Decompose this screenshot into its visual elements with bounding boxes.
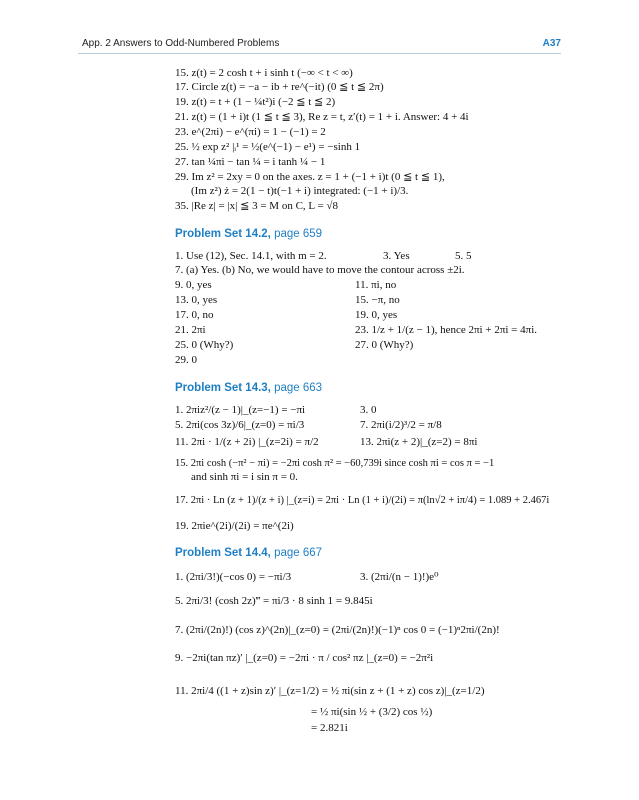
answer-19: 19. 2πie^(2i)/(2i) = πe^(2i) (175, 520, 294, 532)
answer-9: 9. 0, yes (175, 279, 212, 291)
answer-3: 3. 0 (360, 404, 377, 416)
page-number: A37 (542, 38, 561, 49)
answer-15: 15. z(t) = 2 cosh t + i sinh t (−∞ < t < ∞) (175, 67, 353, 79)
answer-5: 5. 2πi(cos 3z)/6|_(z=0) = πi/3 (175, 419, 305, 431)
answer-11-result: = 2.821i (311, 722, 348, 734)
answer-11: 11. πi, no (355, 279, 397, 291)
answer-17: 17. 2πi · Ln (z + 1)/(z + i) |_(z=i) = 2πi · Ln (1 + i)/(2i) = π(ln√2 + iπ/4) = 1.089 + 2.467i (175, 495, 550, 506)
answer-5: 5. 2πi/3! (cosh 2z)‴ = πi/3 · 8 sinh 1 = 9.845i (175, 595, 373, 607)
answer-29: 29. Im z² = 2xy = 0 on the axes. z = 1 + (−1 + i)t (0 ≦ t ≦ 1), (175, 171, 445, 183)
answer-3: 3. (2πi/(n − 1)!)e⁰ (360, 571, 439, 583)
section-page: page 667 (274, 547, 323, 559)
answer-27: 27. tan ¼πi − tan ¼ = i tanh ¼ − 1 (175, 156, 326, 168)
answer-29: 29. 0 (175, 354, 197, 366)
answer-15: 15. −π, no (355, 294, 400, 306)
answer-7: 7. (a) Yes. (b) No, we would have to move the contour across ±2i. (175, 264, 465, 276)
answer-1: 1. Use (12), Sec. 14.1, with m = 2. (175, 250, 327, 262)
answer-7: 7. (2πi/(2n)!) (cos z)^(2n)|_(z=0) = (2πi/(2n)!)(−1)ⁿ cos 0 = (−1)ⁿ2πi/(2n)! (175, 624, 500, 636)
answer-11: 11. 2πi · 1/(z + 2i) |_(z=2i) = π/2 (175, 436, 319, 448)
answer-21: 21. 2πi (175, 324, 206, 336)
answer-23: 23. e^(2πi) − e^(πi) = 1 − (−1) = 2 (175, 126, 326, 138)
answer-35: 35. |Re z| = |x| ≦ 3 = M on C, L = √8 (175, 200, 338, 212)
answer-17: 17. Circle z(t) = −a − ib + re^(−it) (0 ≦ t ≦ 2π) (175, 81, 384, 93)
answer-25: 25. 0 (Why?) (175, 339, 234, 351)
answer-27: 27. 0 (Why?) (355, 339, 414, 351)
section-heading-14-4 (175, 547, 322, 559)
answer-29-cont: (Im z²) ż = 2(1 − t)t(−1 + i) integrated: (−1 + i)/3. (191, 185, 409, 197)
answer-21: 21. z(t) = (1 + i)t (1 ≦ t ≦ 3), Re z = t, z′(t) = 1 + i. Answer: 4 + 4i (175, 111, 469, 123)
answer-11: 11. 2πi/4 ((1 + z)sin z)′ |_(z=1/2) = ½ πi(sin z + (1 + z) cos z)|_(z=1/2) (175, 685, 485, 697)
section-page: page 659 (274, 228, 323, 240)
section-title: Problem Set 14.3, (175, 382, 271, 394)
answer-13: 13. 2πi(z + 2)|_(z=2) = 8πi (360, 436, 478, 448)
answer-3: 3. Yes (383, 250, 410, 262)
section-title: Problem Set 14.2, (175, 228, 271, 240)
section-page: page 663 (274, 382, 323, 394)
answer-15: 15. 2πi cosh (−π² − πi) = −2πi cosh π² = −60,739i since cosh πi = cos π = −1 (175, 458, 495, 469)
answer-23: 23. 1/z + 1/(z − 1), hence 2πi + 2πi = 4πi. (355, 324, 537, 336)
section-title: Problem Set 14.4, (175, 547, 271, 559)
answer-1: 1. (2πi/3!)(−cos 0) = −πi/3 (175, 571, 292, 583)
answer-17: 17. 0, no (175, 309, 214, 321)
header-rule (78, 53, 561, 54)
answer-7: 7. 2πi(i/2)³/2 = π/8 (360, 419, 442, 431)
header-title: App. 2 Answers to Odd-Numbered Problems (82, 38, 280, 49)
answer-15-cont: and sinh πi = i sin π = 0. (191, 471, 298, 483)
answer-11-cont: = ½ πi(sin ½ + (3/2) cos ½) (311, 706, 433, 718)
running-header (82, 38, 561, 52)
answer-19: 19. 0, yes (355, 309, 398, 321)
answer-1: 1. 2πiz²/(z − 1)|_(z=−1) = −πi (175, 404, 306, 416)
answer-19: 19. z(t) = t + (1 − ¼t²)i (−2 ≦ t ≦ 2) (175, 96, 336, 108)
answer-5: 5. 5 (455, 250, 472, 262)
answer-13: 13. 0, yes (175, 294, 218, 306)
section-heading-14-3 (175, 382, 322, 394)
section-heading-14-2 (175, 228, 322, 240)
answer-25: 25. ½ exp z² |ᵢ¹ = ½(e^(−1) − e¹) = −sinh 1 (175, 141, 361, 153)
answer-9: 9. −2πi(tan πz)′ |_(z=0) = −2πi · π / cos² πz |_(z=0) = −2π²i (175, 652, 434, 664)
